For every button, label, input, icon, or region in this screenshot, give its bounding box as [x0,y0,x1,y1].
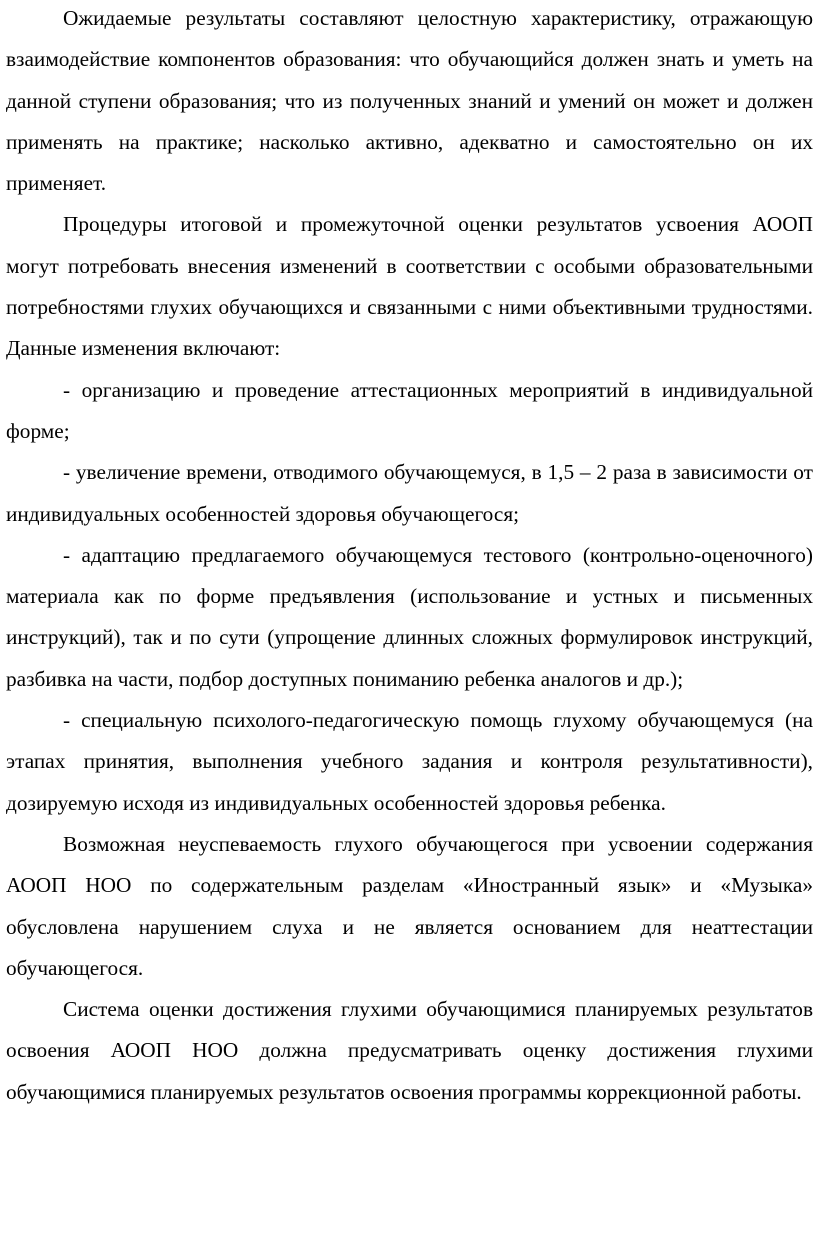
list-item-individual-form: - организацию и проведение аттестационных мероприятий в индивидуальной форме; [6,377,813,443]
paragraph-assessment-procedures: Процедуры итоговой и промежуточной оценки результатов усвоения АООП могут потребовать внесения изменений в соответствии с особыми образовательными потребностями глухих обучающихся и связанными с ними объективными трудностями. Данные изменения включают: [6,212,813,361]
document-page [6,0,813,1113]
paragraph-expected-results: Ожидаемые результаты составляют целостную характеристику, отражающую взаимодействие компонентов образования: что обучающийся должен знать и уметь на данной ступени образования; что из полученных знаний и умений он может и должен применять на практике; насколько активно, адекватно и самостоятельно он их применяет. [6,6,813,196]
list-item-extra-time: - увеличение времени, отводимого обучающемуся, в 1,5 – 2 раза в зависимости от индивидуальных особенностей здоровья обучающегося; [6,460,813,526]
paragraph-possible-failure: Возможная неуспеваемость глухого обучающегося при усвоении содержания АООП НОО по содержательным разделам «Иностранный язык» и «Музыка» обусловлена нарушением слуха и не является основанием для неаттестации обучающегося. [6,831,813,980]
paragraph-assessment-system: Система оценки достижения глухими обучающимися планируемых результатов освоения АООП НОО должна предусматривать оценку достижения глухими обучающимися планируемых результатов освоения программы коррекционной работы. [6,997,813,1104]
list-item-material-adaptation: - адаптацию предлагаемого обучающемуся тестового (контрольно-оценочного) материала как по форме предъявления (использование и устных и письменных инструкций), так и по сути (упрощение длинных сложных формулировок инструкций, разбивка на части, подбор доступных пониманию ребенка аналогов и др.); [6,542,813,691]
list-item-special-assistance: - специальную психолого-педагогическую помощь глухому обучающемуся (на этапах принятия, выполнения учебного задания и контроля результативности), дозируемую исходя из индивидуальных особенностей здоровья ребенка. [6,708,813,815]
